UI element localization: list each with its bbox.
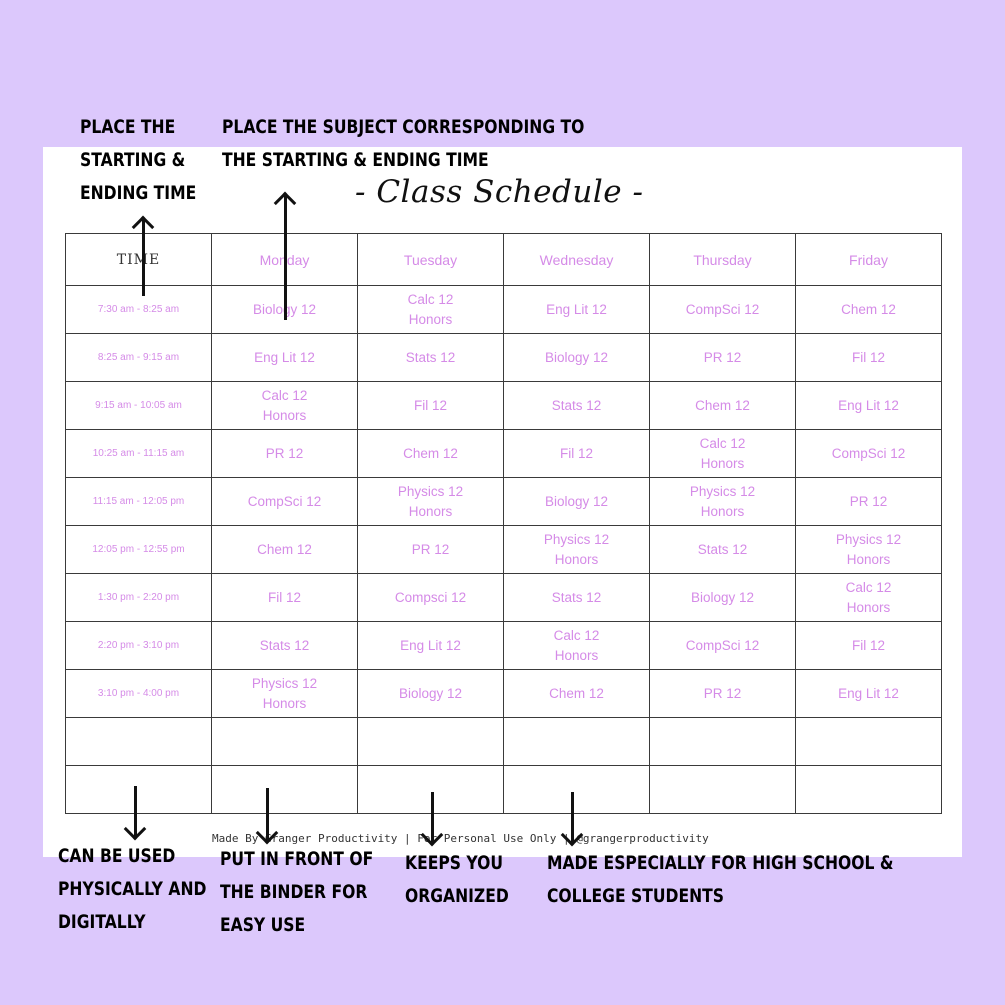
class-cell: Eng Lit 12 xyxy=(358,622,504,670)
class-cell: PR 12 xyxy=(358,526,504,574)
class-cell: CompSci 12 xyxy=(796,430,942,478)
annotation-students-note xyxy=(547,847,893,913)
annotation-time-note xyxy=(80,111,196,210)
annotation-line: CAN BE USED xyxy=(58,845,176,867)
class-cell: Biology 12 xyxy=(358,670,504,718)
class-cell: Physics 12 Honors xyxy=(504,526,650,574)
arrow-down-icon xyxy=(266,788,269,840)
class-cell: Stats 12 xyxy=(358,334,504,382)
class-cell xyxy=(212,766,358,814)
day-header-thursday: Thursday xyxy=(650,234,796,286)
time-cell: 9:15 am - 10:05 am xyxy=(66,382,212,430)
schedule-title: - Class Schedule - xyxy=(355,174,644,210)
class-cell: Fil 12 xyxy=(796,334,942,382)
time-cell: 1:30 pm - 2:20 pm xyxy=(66,574,212,622)
time-column-header: TIME xyxy=(66,234,212,286)
day-header-friday: Friday xyxy=(796,234,942,286)
table-row xyxy=(66,334,942,382)
arrow-down-icon xyxy=(134,786,137,836)
table-row xyxy=(66,526,942,574)
class-cell: Fil 12 xyxy=(504,430,650,478)
class-cell xyxy=(212,718,358,766)
class-cell: PR 12 xyxy=(650,334,796,382)
day-header-wednesday: Wednesday xyxy=(504,234,650,286)
time-cell: 12:05 pm - 12:55 pm xyxy=(66,526,212,574)
annotation-line: COLLEGE STUDENTS xyxy=(547,885,725,907)
class-cell: Fil 12 xyxy=(358,382,504,430)
annotation-line: PLACE THE SUBJECT CORRESPONDING TO xyxy=(222,116,585,138)
class-cell xyxy=(358,718,504,766)
table-row xyxy=(66,574,942,622)
annotation-line: THE STARTING & ENDING TIME xyxy=(222,149,489,171)
table-row xyxy=(66,622,942,670)
time-cell: 3:10 pm - 4:00 pm xyxy=(66,670,212,718)
class-cell: Fil 12 xyxy=(796,622,942,670)
annotation-binder-note xyxy=(220,843,373,942)
annotation-line: KEEPS YOU xyxy=(405,852,504,874)
table-row xyxy=(66,670,942,718)
class-cell: CompSci 12 xyxy=(650,286,796,334)
class-cell: Fil 12 xyxy=(212,574,358,622)
class-cell: Biology 12 xyxy=(212,286,358,334)
class-cell: Stats 12 xyxy=(212,622,358,670)
time-cell: 7:30 am - 8:25 am xyxy=(66,286,212,334)
time-cell xyxy=(66,718,212,766)
time-cell: 11:15 am - 12:05 pm xyxy=(66,478,212,526)
arrow-up-icon xyxy=(142,220,145,296)
schedule-table xyxy=(65,233,942,814)
class-cell: Chem 12 xyxy=(796,286,942,334)
class-cell: Eng Lit 12 xyxy=(212,334,358,382)
day-header-monday: Monday xyxy=(212,234,358,286)
annotation-line: EASY USE xyxy=(220,914,306,936)
table-row xyxy=(66,382,942,430)
annotation-line: ORGANIZED xyxy=(405,885,509,907)
class-cell xyxy=(504,718,650,766)
annotation-organized-note xyxy=(405,847,509,913)
annotation-subject-note xyxy=(222,111,584,177)
day-header-tuesday: Tuesday xyxy=(358,234,504,286)
class-cell: Calc 12 Honors xyxy=(796,574,942,622)
class-cell xyxy=(796,766,942,814)
arrow-up-icon xyxy=(284,196,287,320)
arrow-down-icon xyxy=(431,792,434,842)
annotation-line: DIGITALLY xyxy=(58,911,146,933)
class-cell: PR 12 xyxy=(650,670,796,718)
class-cell: Calc 12 Honors xyxy=(504,622,650,670)
class-cell: Stats 12 xyxy=(504,574,650,622)
table-row xyxy=(66,766,942,814)
class-cell: Physics 12 Honors xyxy=(650,478,796,526)
arrow-down-icon xyxy=(571,792,574,842)
class-cell: Stats 12 xyxy=(504,382,650,430)
time-cell: 8:25 am - 9:15 am xyxy=(66,334,212,382)
class-cell xyxy=(650,718,796,766)
class-cell: Eng Lit 12 xyxy=(504,286,650,334)
class-cell: Chem 12 xyxy=(212,526,358,574)
footer-credit: Made By Granger Productivity | For Personal Use Only | @grangerproductivity xyxy=(212,832,709,845)
table-row xyxy=(66,286,942,334)
annotation-line: MADE ESPECIALLY FOR HIGH SCHOOL & xyxy=(547,852,894,874)
annotation-usage-note xyxy=(58,840,206,939)
class-cell: Compsci 12 xyxy=(358,574,504,622)
annotation-line: PUT IN FRONT OF xyxy=(220,848,374,870)
class-cell: CompSci 12 xyxy=(650,622,796,670)
class-cell xyxy=(796,718,942,766)
class-cell: Physics 12 Honors xyxy=(796,526,942,574)
class-cell: Chem 12 xyxy=(504,670,650,718)
class-cell: Chem 12 xyxy=(358,430,504,478)
table-row xyxy=(66,478,942,526)
time-cell xyxy=(66,766,212,814)
class-cell xyxy=(650,766,796,814)
table-row xyxy=(66,718,942,766)
annotation-line: THE BINDER FOR xyxy=(220,881,368,903)
class-cell: Chem 12 xyxy=(650,382,796,430)
annotation-line: STARTING & xyxy=(80,149,186,171)
class-cell: Biology 12 xyxy=(504,334,650,382)
class-cell: Biology 12 xyxy=(504,478,650,526)
class-cell: PR 12 xyxy=(212,430,358,478)
class-cell: Eng Lit 12 xyxy=(796,670,942,718)
class-cell: Eng Lit 12 xyxy=(796,382,942,430)
class-cell: Physics 12 Honors xyxy=(212,670,358,718)
class-cell: Calc 12 Honors xyxy=(650,430,796,478)
class-cell xyxy=(504,766,650,814)
class-cell: Physics 12 Honors xyxy=(358,478,504,526)
class-cell: Biology 12 xyxy=(650,574,796,622)
table-row xyxy=(66,430,942,478)
annotation-line: PLACE THE xyxy=(80,116,176,138)
annotation-line: PHYSICALLY AND xyxy=(58,878,207,900)
class-cell: PR 12 xyxy=(796,478,942,526)
class-cell: Calc 12 Honors xyxy=(358,286,504,334)
annotation-line: ENDING TIME xyxy=(80,182,197,204)
time-cell: 10:25 am - 11:15 am xyxy=(66,430,212,478)
class-cell: Calc 12 Honors xyxy=(212,382,358,430)
class-cell: Stats 12 xyxy=(650,526,796,574)
class-cell: CompSci 12 xyxy=(212,478,358,526)
time-cell: 2:20 pm - 3:10 pm xyxy=(66,622,212,670)
